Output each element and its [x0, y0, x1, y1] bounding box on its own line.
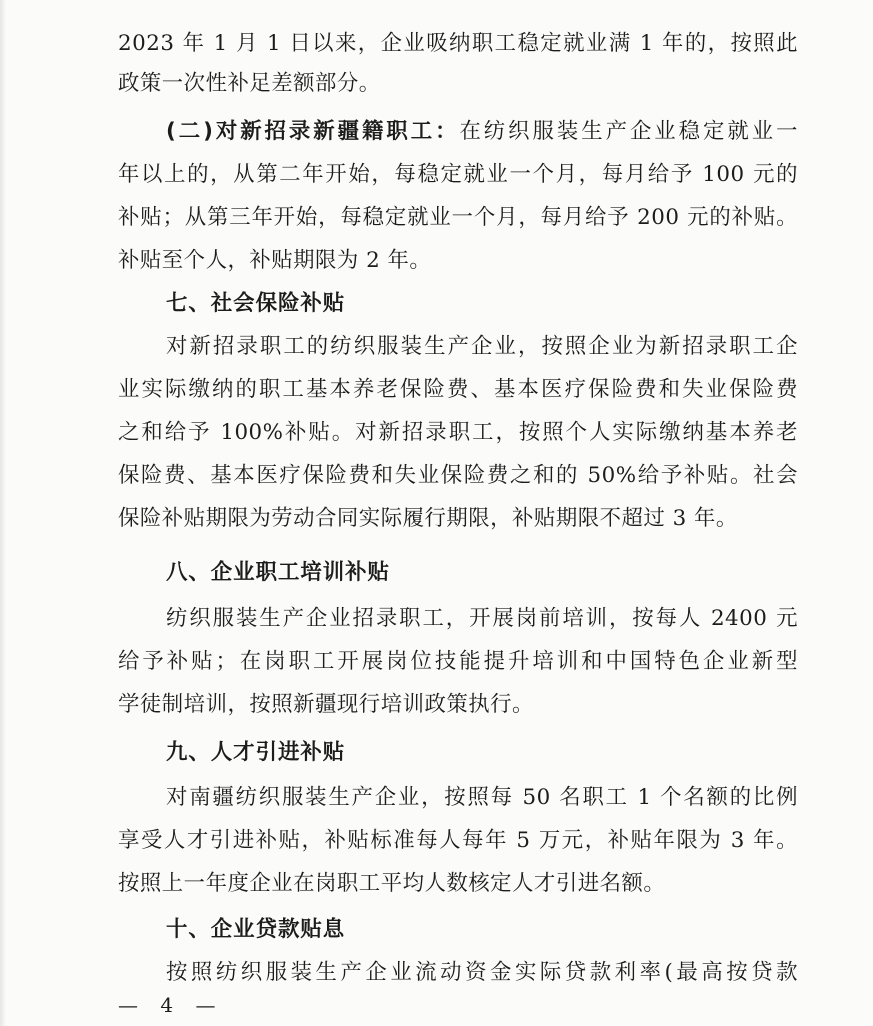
section-two-lead: (二)对新招录新疆籍职工：	[166, 119, 460, 144]
paragraph-line: 对南疆纺织服装生产企业，按照每 50 名职工 1 个名额的比例	[166, 785, 798, 810]
paragraph-line: 业实际缴纳的职工基本养老保险费、基本医疗保险费和失业保险费	[118, 377, 798, 402]
paragraph-line: 享受人才引进补贴，补贴标准每人每年 5 万元，补贴年限为 3 年。	[118, 828, 798, 853]
page-number: — 4 —	[118, 993, 224, 1017]
section-heading-10: 十、企业贷款贴息	[166, 917, 346, 942]
paragraph-line: 按照纺织服装生产企业流动资金实际贷款利率(最高按贷款	[166, 960, 798, 985]
paragraph-line: 保险补贴期限为劳动合同实际履行期限，补贴期限不超过 3 年。	[118, 506, 738, 531]
paragraph-line: 学徒制培训，按照新疆现行培训政策执行。	[118, 692, 534, 717]
paragraph-line: 年以上的，从第二年开始，每稳定就业一个月，每月给予 100 元的	[118, 162, 798, 187]
section-heading-9: 九、人才引进补贴	[166, 740, 346, 765]
paragraph-line: 给予补贴；在岗职工开展岗位技能提升培训和中国特色企业新型	[118, 649, 798, 674]
section-heading-8: 八、企业职工培训补贴	[166, 560, 390, 585]
paragraph-line: 保险费、基本医疗保险费和失业保险费之和的 50%给予补贴。社会	[118, 463, 798, 488]
page-edge-shadow	[0, 0, 6, 1026]
paragraph-line: 补贴；从第三年开始，每稳定就业一个月，每月给予 200 元的补贴。	[118, 205, 798, 230]
paragraph-line: 政策一次性补足差额部分。	[118, 71, 381, 96]
section-two-first-line-rest: 在纺织服装生产企业稳定就业一	[459, 119, 798, 144]
paragraph-line: 按照上一年度企业在岗职工平均人数核定人才引进名额。	[118, 871, 666, 896]
paragraph-line: 补贴至个人，补贴期限为 2 年。	[118, 248, 432, 273]
paragraph-line: 纺织服装生产企业招录职工，开展岗前培训，按每人 2400 元	[166, 606, 798, 631]
paragraph-line: 对新招录职工的纺织服装生产企业，按照企业为新招录职工企	[166, 334, 798, 359]
paragraph-line: 之和给予 100%补贴。对新招录职工，按照个人实际缴纳基本养老	[118, 420, 798, 445]
paragraph-line: 2023 年 1 月 1 日以来，企业吸纳职工稳定就业满 1 年的，按照此	[118, 31, 798, 56]
section-two-first-line	[166, 112, 798, 152]
section-heading-7: 七、社会保险补贴	[166, 291, 346, 316]
